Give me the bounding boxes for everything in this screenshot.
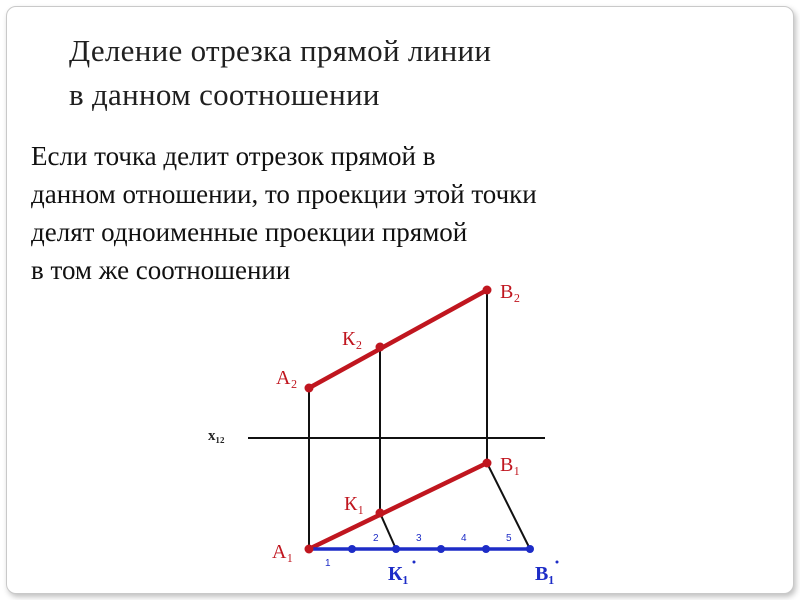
- division-label-1: 1: [325, 558, 331, 569]
- segment-a2-b2: [309, 290, 487, 388]
- point-k2: [376, 343, 385, 352]
- label-b1: B₁: [500, 454, 521, 476]
- label-a1: A₁: [272, 541, 294, 563]
- division-label-5: 5: [506, 533, 512, 544]
- body-line-4: в том же соотношении: [31, 255, 291, 285]
- label-k1: К₁: [344, 493, 365, 515]
- construction-line-k1: [380, 513, 396, 549]
- body-line-2: данном отношении, то проекции этой точки: [31, 179, 537, 209]
- label-b1-aux: B₁: [535, 563, 555, 585]
- body-line-3: делят одноименные проекции прямой: [31, 217, 468, 247]
- title-line-2: в данном соотношении: [69, 77, 380, 112]
- label-k2: К₂: [342, 328, 363, 350]
- body-line-1: Если точка делит отрезок прямой в: [31, 141, 436, 171]
- point-b2: [483, 286, 492, 295]
- prime-mark-b1: [556, 561, 559, 564]
- division-label-4: 4: [461, 533, 467, 544]
- point-a2: [305, 384, 314, 393]
- point-b1: [483, 459, 492, 468]
- label-k1-aux: К₁: [388, 563, 409, 585]
- division-label-3: 3: [416, 533, 422, 544]
- division-point-4: [482, 545, 490, 553]
- division-point-1: [348, 545, 356, 553]
- title-line-1: Деление отрезка прямой линии: [69, 33, 492, 68]
- axis-label: x₁₂: [208, 428, 225, 444]
- division-point-5: [526, 545, 534, 553]
- label-b2: B₂: [500, 281, 521, 303]
- point-a1: [305, 545, 314, 554]
- label-a2: A₂: [276, 367, 298, 389]
- division-point-2: [392, 545, 400, 553]
- division-label-2: 2: [373, 533, 379, 544]
- point-k1: [376, 509, 385, 518]
- division-point-3: [437, 545, 445, 553]
- prime-mark-k1: [413, 561, 416, 564]
